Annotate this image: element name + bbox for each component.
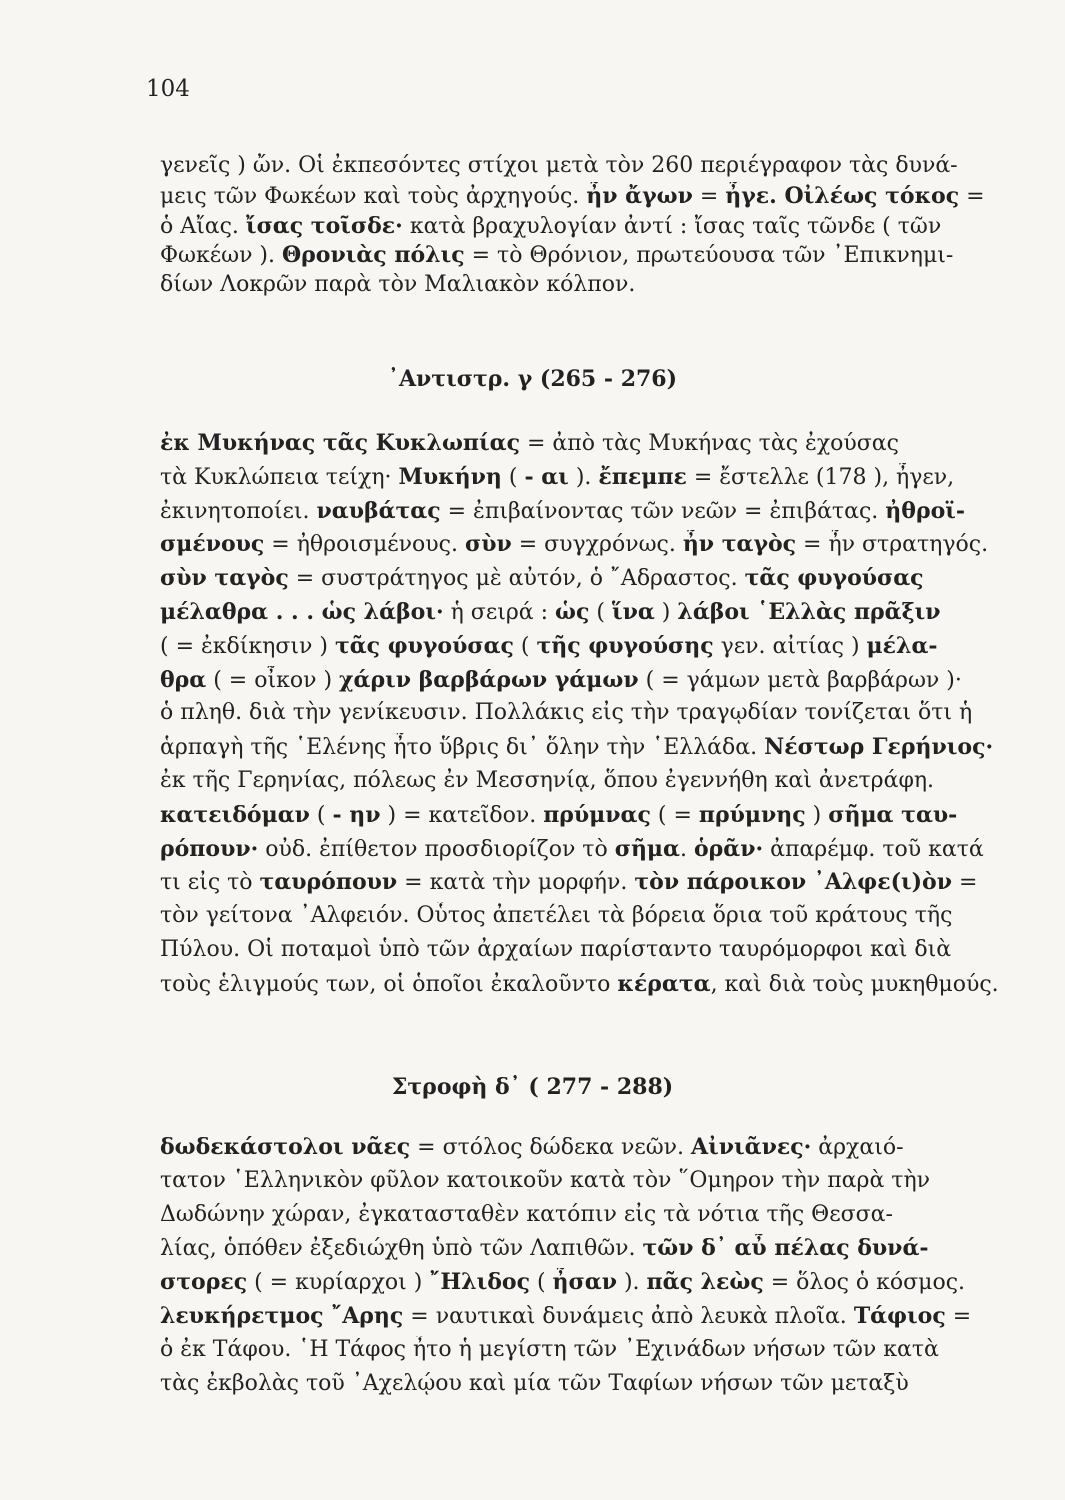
text-span: μεις τῶν Φωκέων καὶ τοὺς ἀρχηγούς. [160, 183, 587, 209]
text-line [160, 1167, 1020, 1195]
text-line [160, 429, 1020, 458]
text-span: ( [513, 633, 537, 659]
lemma-bold: σμένους [160, 531, 265, 558]
text-span: ὁ Αἴας. [160, 213, 246, 239]
lemma-bold: ὡς [555, 599, 590, 625]
lemma-bold: ἠθροϊ- [885, 497, 966, 524]
text-span: δίων Λοκρῶν παρὰ τὸν Μαλιακὸν κόλπον. [160, 272, 636, 298]
text-span: τὰς ἐκβολὰς τοῦ ᾽Αχελῴου καὶ μία τῶν Ταφίων νήσων τῶν μεταξὺ [160, 1370, 909, 1396]
lemma-bold: τᾶς φυγούσας [744, 565, 924, 592]
text-span: τὰ Κυκλώπεια τείχη· [160, 464, 399, 490]
text-line [160, 1234, 1020, 1263]
lemma-bold: ἦσαν [552, 1269, 617, 1296]
text-span: = στόλος δώδεκα νεῶν. [410, 1135, 692, 1160]
text-span: = ναυτικαὶ δυνάμεις ἀπὸ λευκὰ πλοῖα. [403, 1304, 854, 1329]
text-line [160, 733, 1020, 762]
lemma-bold: κέρατα [617, 970, 711, 997]
lemma-bold: κατειδόμαν [160, 801, 310, 828]
text-span: = [692, 183, 726, 209]
lemma-bold: Θρονιὰς πόλις [282, 242, 465, 269]
lemma-bold: ρόπουν· [160, 835, 259, 862]
text-span: . [679, 836, 694, 862]
text-line [160, 182, 1020, 211]
lemma-bold: ἦν ταγὸς [682, 531, 797, 558]
text-span: ( [309, 802, 333, 828]
text-line [160, 271, 1020, 299]
text-line [160, 152, 1020, 180]
text-line [160, 1302, 1020, 1331]
lemma-bold: τὸν πάροικον ᾽Αλφε(ι)ὸν [634, 869, 952, 896]
text-span: ἐκινητοποίει. [160, 498, 317, 524]
lemma-bold: σὺν ταγὸς [160, 565, 289, 592]
text-span: = συγχρόνως. [511, 532, 683, 558]
text-line [160, 598, 1020, 627]
lemma-bold: ἐκ Μυκήνας τᾶς Κυκλωπίας [160, 430, 520, 456]
text-line [160, 767, 1020, 795]
text-span: ( [501, 464, 525, 490]
text-span: ). [568, 464, 599, 490]
text-span: ἡ σειρά : [443, 600, 556, 625]
lemma-bold: Αἰνιᾶνες· [691, 1134, 812, 1160]
text-line [160, 1201, 1020, 1229]
lemma-bold: πρύμνας [543, 801, 651, 828]
lemma-bold: ταυρόπουν [259, 869, 398, 896]
text-line [160, 212, 1020, 241]
text-span: γεν. αἰτίας ) [713, 633, 867, 659]
text-span: ἁρπαγὴ τῆς ῾Ελένης ἦτο ὕβρις δι᾽ ὅλην τὴν ῾Ελλάδα. [160, 735, 765, 761]
text-line [160, 868, 1020, 897]
text-line [160, 699, 1020, 727]
lemma-bold: σῆμα [614, 835, 680, 862]
lemma-bold: θρα [160, 666, 207, 693]
text-span: ἐκ τῆς Γερηνίας, πόλεως ἐν Μεσσηνίᾳ, ὅπου ἐγεννήθη καὶ ἀνετράφη. [160, 768, 935, 793]
text-line [160, 801, 1020, 830]
lemma-bold: Τάφιος [853, 1303, 946, 1329]
text-span: ( = οἶκον ) [206, 667, 340, 693]
lemma-bold: - ην [332, 801, 381, 828]
text-span: τατον ῾Ελληνικὸν φῦλον κατοικοῦν κατὰ τὸν ῞Ομηρον τὴν παρὰ τὴν [160, 1167, 931, 1193]
lemma-bold: Νέστωρ Γερήνιος· [764, 734, 994, 761]
lemma-bold: ναυβάτας [316, 497, 441, 524]
text-span: ( = γάμων μετὰ βαρβάρων )· [638, 667, 962, 693]
lemma-bold: ἵνα [611, 599, 655, 625]
text-span: ( = [650, 802, 699, 828]
text-span: ( = ἐκδίκησιν ) [160, 633, 335, 659]
text-span: ( = κυρίαρχοι ) [247, 1270, 430, 1296]
text-line [160, 497, 1020, 526]
lemma-bold: ἴσας τοῖσδε· [245, 212, 403, 239]
text-span: = κατὰ τὴν μορφήν. [397, 870, 635, 896]
lemma-bold: τῶν δ᾽ αὖ πέλας δυνά- [642, 1235, 929, 1262]
page-number: 104 [146, 76, 190, 102]
text-line [160, 666, 1020, 695]
text-span: ) [654, 600, 678, 625]
lemma-bold: σῆμα ταυ- [828, 801, 958, 828]
text-span: ( [529, 1270, 553, 1296]
lemma-bold: ἦν ἄγων [586, 182, 693, 209]
text-span: = ἔστελλε (178 ), ἦγεν, [686, 464, 955, 490]
lemma-bold: πᾶς λεὼς [646, 1269, 764, 1296]
lemma-bold: ῎Ηλιδος [429, 1269, 530, 1296]
lemma-bold: σὺν [464, 531, 512, 558]
text-span: = συστράτηγος μὲ αὐτόν, ὁ ῎Αδραστος. [288, 566, 745, 592]
text-line [160, 970, 1020, 999]
text-span: κατὰ βραχυλογίαν ἀντί : ἴσας ταῖς τῶνδε ( τῶν [402, 213, 942, 239]
text-span: = τὸ Θρόνιον, πρωτεύουσα τῶν ᾽Επικνημι- [464, 243, 954, 269]
text-span: Φωκέων ). [160, 243, 282, 269]
text-span: ). [616, 1270, 647, 1296]
text-span: = ἠθροισμένους. [264, 532, 465, 558]
lemma-bold: χάριν βαρβάρων γάμων [339, 666, 639, 693]
text-line [160, 1133, 1020, 1162]
lemma-bold: λάβοι ῾Ελλὰς πρᾶξιν [677, 599, 941, 625]
lemma-bold: ἔπεμπε [598, 463, 687, 490]
text-span: = [952, 870, 978, 896]
lemma-bold: - αι [524, 463, 569, 490]
text-span: τι εἰς τὸ [160, 870, 260, 896]
text-span: , καὶ διὰ τοὺς μυκηθμούς. [710, 971, 999, 997]
text-span: ὁ ἐκ Τάφου. ῾Η Τάφος ἦτο ἡ μεγίστη τῶν ᾽Εχινάδων νήσων τῶν κατὰ [160, 1336, 939, 1362]
section-heading-antistrophe: ᾽Αντιστρ. γ (265 - 276) [387, 366, 678, 392]
text-span: ) [805, 802, 829, 828]
text-line [160, 936, 1020, 964]
lemma-bold: λευκήρετμος ῎Αρης [160, 1303, 404, 1329]
text-line [160, 241, 1020, 270]
text-span: γενεῖς ) ὤν. Οἱ ἐκπεσόντες στίχοι μετὰ τὸν 260 περιέγραφον τὰς δυνά- [160, 153, 958, 178]
text-line [160, 564, 1020, 593]
text-span: = ἐπιβαίνοντας τῶν νεῶν = ἐπιβάτας. [440, 498, 886, 524]
text-span: = ἦν στρατηγός. [796, 532, 989, 558]
text-line [160, 1336, 1020, 1364]
lemma-bold: μέλα- [866, 632, 938, 659]
text-line [160, 902, 1020, 930]
text-span: ) = κατεῖδον. [380, 802, 544, 828]
text-line [160, 1268, 1020, 1297]
text-span: = [959, 183, 985, 209]
lemma-bold: τῆς φυγούσης [536, 632, 714, 659]
text-span: = [945, 1304, 972, 1329]
text-span: οὐδ. ἐπίθετον προσδιορίζον τὸ [258, 836, 615, 862]
text-line [160, 835, 1020, 864]
text-span: λίας, ὁπόθεν ἐξεδιώχθη ὑπὸ τῶν Λαπιθῶν. [160, 1236, 643, 1262]
text-span: = ὅλος ὁ κόσμος. [763, 1270, 966, 1296]
text-span: Πύλου. Οἱ ποταμοὶ ὑπὸ τῶν ἀρχαίων παρίσταντο ταυρόμορφοι καὶ διὰ [160, 937, 952, 962]
text-span: ( [589, 600, 612, 625]
lemma-bold: στορες [160, 1269, 248, 1296]
text-span: ἀπαρέμφ. τοῦ κατά [763, 836, 984, 862]
lemma-bold: ὁρᾶν· [693, 835, 764, 862]
text-line [160, 632, 1020, 661]
text-line [160, 463, 1020, 492]
text-span: = ἀπὸ τὰς Μυκήνας τὰς ἐχούσας [519, 431, 899, 456]
text-span: τοὺς ἑλιγμούς των, οἱ ὁποῖοι ἐκαλοῦντο [160, 971, 618, 997]
lemma-bold: πρύμνης [698, 801, 806, 828]
lemma-bold: δωδεκάστολοι νᾶες [160, 1134, 411, 1160]
section-heading-strophe: Στροφὴ δ᾽ ( 277 - 288) [391, 1074, 674, 1100]
lemma-bold: τᾶς φυγούσας [334, 632, 514, 659]
text-line [160, 1370, 1020, 1398]
text-span: Δωδώνην χώραν, ἐγκατασταθὲν κατόπιν εἰς τὰ νότια τῆς Θεσσα- [160, 1201, 893, 1227]
lemma-bold: ἦγε. Οἰλέως τόκος [725, 182, 960, 209]
text-span: τὸν γείτονα ᾽Αλφειόν. Οὗτος ἀπετέλει τὰ βόρεια ὅρια τοῦ κράτους τῆς [160, 903, 953, 929]
text-span: ὁ πληθ. διὰ τὴν γενίκευσιν. Πολλάκις εἰς τὴν τραγῳδίαν τονίζεται ὅτι ἡ [160, 700, 973, 726]
lemma-bold: Μυκήνη [398, 463, 502, 490]
text-span: ἀρχαιό- [811, 1135, 904, 1160]
text-line [160, 530, 1020, 559]
lemma-bold: μέλαθρα . . . ὡς λάβοι· [160, 599, 444, 625]
